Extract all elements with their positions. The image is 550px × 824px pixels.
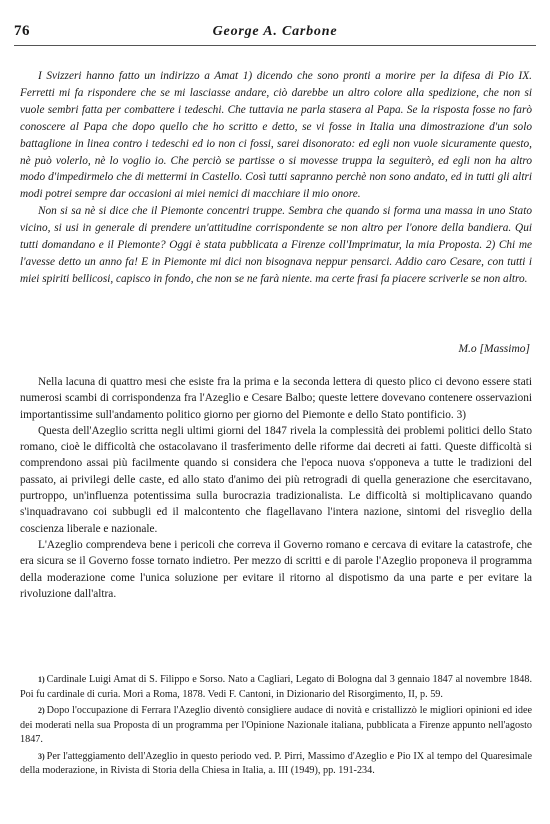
body-paragraph: L'Azeglio comprendeva bene i pericoli che correva il Governo romano e cercava di evitare la catastrofe, che era sicura se il Governo fosse tornato indietro. Per mezzo di scritti e di parole l'Azeglio proponeva il programma della moderazione come l'unica soluzione per evitare il ritorno al dispotismo da una parte e per evitare la rivoluzione dall'altra.	[20, 538, 532, 600]
footnote-mark: 2)	[38, 706, 45, 715]
running-head: George A. Carbone	[212, 24, 338, 39]
footnote-text: Per l'atteggiamento dell'Azeglio in questo periodo ved. P. Pirri, Massimo d'Azeglio e Pio IX al tempo del Quaresimale della moderazione, in Rivista di Storia della Chiesa in Italia, a. III (1949), pp. 191-234.	[20, 750, 532, 776]
footnote-text: Cardinale Luigi Amat di S. Filippo e Sorso. Nato a Cagliari, Legato di Bologna dal 3 gennaio 1847 al novembre 1848. Poi fu cardinale di curia. Morì a Roma, 1878. Vedi F. Cantoni, in Dizionario del Risorgimento, II, p. 59.	[20, 674, 532, 700]
footnote-text: Dopo l'occupazione di Ferrara l'Azeglio diventò consigliere audace di novità e cristallizzò le migliori opinioni ed idee dei moderati nella sua Proposta di un programma per l'Opinione Nazionale italiana, pubblicata a Firenze appunto nell'agosto 1847.	[20, 705, 532, 745]
footnote-mark: 1)	[38, 675, 45, 684]
letter-paragraph: I Svizzeri hanno fatto un indirizzo a Amat 1) dicendo che sono pronti a morire per la difesa di Pio IX. Ferretti mi fa rispondere che se mi lasciasse andare, ciò darebbe un altro colore alla spedizione, che non si vuole sembri fatta per combattere i tedeschi. Che tuttavia ne parla stasera al Papa. Se la risposta fosse no farò conoscere al Papa che dopo quello che ho scritto e detto, se vi fosse in Italia una dimostrazione d'un solo battaglione in linea contro i tedeschi ed io non ci fossi, sarei disonorato: ed egli non vuole sicuramente questo, nè può volerlo, nè lo voglio io. Che perciò se partisse o si movesse truppa la seguiterò, ed egli non ha altro modo d'impedirmelo che di mettermi in Castello. Così tutti sapranno perchè non sono andato, ed in tutti gli altri modi potrei sempre dar occasioni ai miei nemici di macchiare il mio onore.	[20, 70, 532, 201]
footnote	[20, 673, 532, 702]
quoted-letter	[20, 68, 532, 288]
body-paragraph: Nella lacuna di quattro mesi che esiste fra la prima e la seconda lettera di questo plico ci devono essere stati numerosi scambi di corrispondenza fra l'Azeglio e Cesare Balbo; queste lettere dovevano contenere osservazioni importantissime sull'andamento politico giorno per giorno del Piemonte e dello Stato pontificio. 3)	[20, 376, 532, 421]
footnote	[20, 704, 532, 748]
page-number: 76	[14, 23, 30, 39]
footnote	[20, 750, 532, 779]
page-header	[14, 23, 536, 46]
footnotes	[20, 673, 532, 781]
body-paragraph: Questa dell'Azeglio scritta negli ultimi giorni del 1847 rivela la complessità dei problemi politici dello Stato romano, cioè le difficoltà che ostacolavano il trasferimento delle riforme dai decreti ai fatti. Queste difficoltà si comprendono assai più facilmente quando si considera che l'epoca nuova s'opponeva a tutte le tradizioni del passato, ai privilegi delle caste, ed allo stato d'animo dei più retrogradi di quella generazione che esercitavano, purtroppo, un'influenza potentissima sulla burocrazia tradizionalista. Le difficoltà si moltiplicavano quando s'inquadravano coi subbugli ed il malcontento che flagellavano l'intera nazione, sintomi del risveglio della coscienza liberale e nazionale.	[20, 424, 532, 535]
footnote-mark: 3)	[38, 751, 45, 761]
letter-signature: M.o [Massimo]	[458, 343, 530, 355]
body-text	[20, 374, 532, 602]
letter-paragraph: Non si sa nè si dice che il Piemonte concentri truppe. Sembra che quando si forma una massa in uno Stato vicino, si usi in generale di prendere un'attitudine corrispondente se non altro per l'onore della bandiera. Qui tutti domandano e il Piemonte? Oggi è stata pubblicata a Firenze coll'Imprimatur, la mia Proposta. 2) Chi me l'avesse detto un anno fa! E in Piemonte mi dici non bisognava neppur pensarci. Addio caro Cesare, con tutti i miei spiriti bellicosi, capisco in fondo, che non se ne farà niente. ma certe frasi fa piacere scriverle se non altro.	[20, 205, 532, 285]
